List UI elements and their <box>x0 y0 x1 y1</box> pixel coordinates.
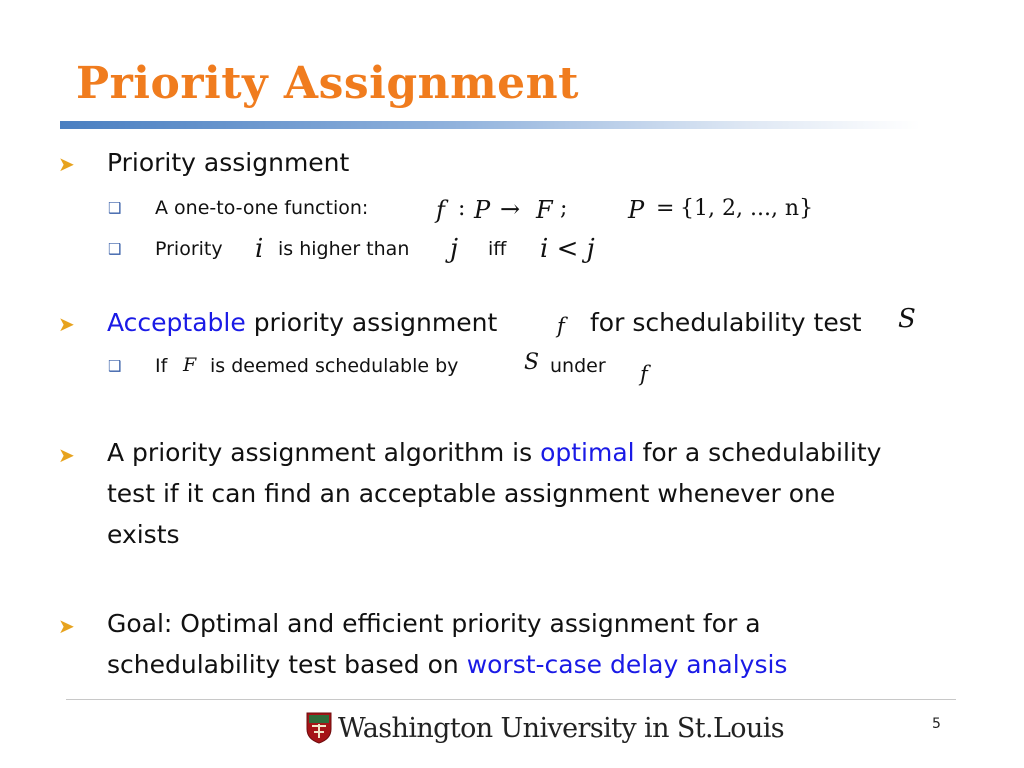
bullet-2-text-a: priority assignment <box>253 308 498 337</box>
bullet-4-line-1: Goal: Optimal and efficient priority assignment for a <box>107 609 761 638</box>
var-j: j <box>450 234 459 264</box>
sub-1-1-label: A one-to-one function: <box>155 197 369 219</box>
sub-1-2-word2: is higher than <box>278 238 410 260</box>
arrow-bullet-icon: ➤ <box>58 614 75 638</box>
math-f: f <box>436 196 445 224</box>
sub-2-1-word1: If <box>155 355 168 377</box>
square-bullet-icon: ❑ <box>108 357 122 375</box>
math-colon: : <box>458 196 466 221</box>
title-underline-bar <box>60 121 920 129</box>
set-equals: = <box>656 196 675 221</box>
bullet-4-pre: schedulability test based on <box>107 650 459 679</box>
set-p: P <box>628 196 645 224</box>
math-F: F <box>536 196 553 224</box>
slide-title: Priority Assignment <box>76 58 579 109</box>
arrow-icon: → <box>500 195 521 223</box>
page-number: 5 <box>932 716 941 732</box>
bullet-2-text <box>107 302 497 343</box>
shield-icon <box>306 712 332 744</box>
set-value: {1, 2, ..., n} <box>680 196 814 221</box>
sub-1-2-word1: Priority <box>155 238 223 260</box>
square-bullet-icon: ❑ <box>108 199 122 217</box>
bullet-3-line-1 <box>107 432 881 473</box>
math-semicolon: ; <box>560 196 568 221</box>
bullet-1-text: Priority assignment <box>107 148 350 177</box>
footer-divider <box>66 699 956 700</box>
arrow-bullet-icon: ➤ <box>58 443 75 467</box>
math-p: P <box>474 196 491 224</box>
bullet-3-line-2: test if it can find an acceptable assignment whenever one <box>107 479 836 508</box>
university-logo <box>306 712 784 744</box>
square-bullet-icon: ❑ <box>108 240 122 258</box>
worst-case-highlight: worst-case delay analysis <box>466 650 788 679</box>
arrow-bullet-icon: ➤ <box>58 152 75 176</box>
sub-2-1-word2: is deemed schedulable by <box>210 355 459 377</box>
var-f: f <box>640 362 648 386</box>
var-S: S <box>898 304 916 334</box>
logo-text: Washington University in St.Louis <box>338 712 785 744</box>
var-i: i <box>255 234 264 264</box>
sub-1-2-word3: iff <box>488 238 507 260</box>
bullet-3-pre: A priority assignment algorithm is <box>107 438 533 467</box>
var-S: S <box>524 350 540 375</box>
acceptable-highlight: Acceptable <box>107 308 246 337</box>
bullet-3-post: for a schedulability <box>642 438 882 467</box>
optimal-highlight: optimal <box>540 438 635 467</box>
var-f: f <box>557 314 565 338</box>
bullet-2-text-b: for schedulability test <box>590 308 862 337</box>
bullet-3-line-3: exists <box>107 520 180 549</box>
var-F: F <box>183 354 197 376</box>
bullet-4-line-2 <box>107 644 787 685</box>
arrow-bullet-icon: ➤ <box>58 312 75 336</box>
sub-2-1-word3: under <box>550 355 606 377</box>
condition-i-lt-j: i < j <box>540 234 595 264</box>
